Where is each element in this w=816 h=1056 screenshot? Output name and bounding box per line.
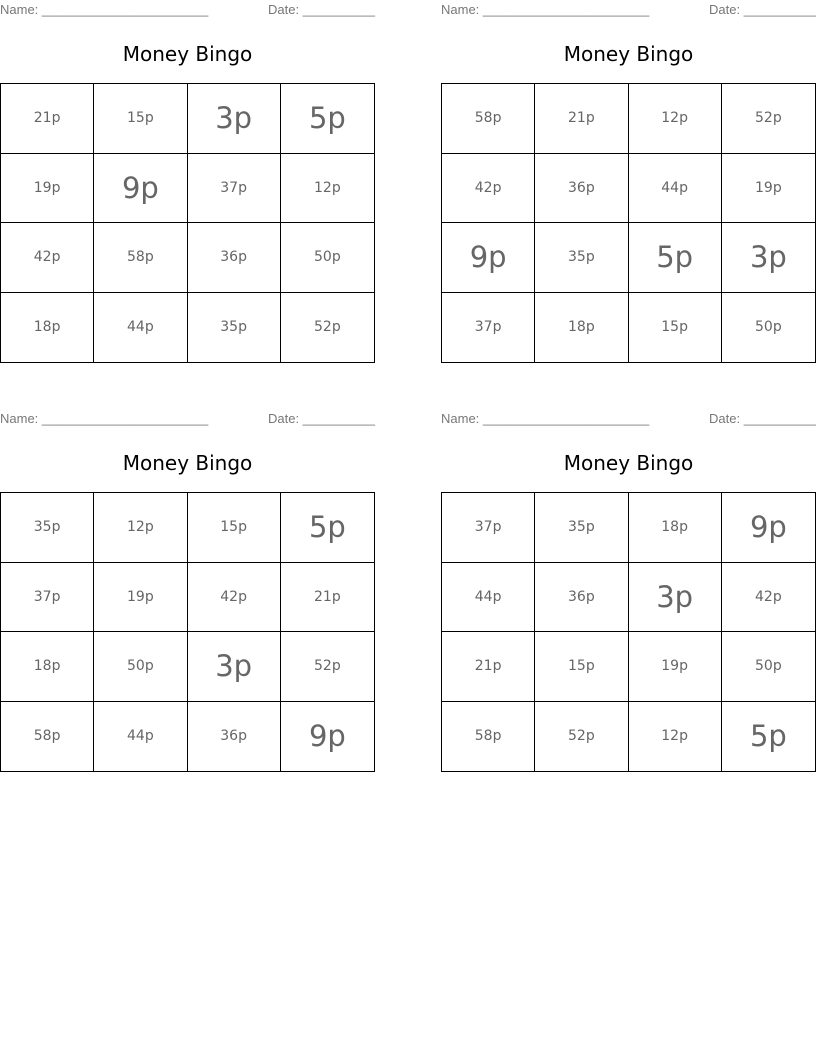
bingo-cell: 50p — [722, 632, 815, 702]
bingo-cell: 19p — [1, 154, 94, 224]
date-field: Date: __________ — [268, 411, 375, 426]
bingo-card — [441, 0, 816, 364]
card-header — [0, 2, 375, 20]
bingo-cell: 42p — [1, 223, 94, 293]
bingo-cell: 50p — [755, 319, 782, 336]
bingo-card — [0, 409, 375, 773]
bingo-cell: 37p — [188, 154, 281, 224]
bingo-cell: 19p — [94, 563, 187, 633]
bingo-grid — [0, 492, 375, 772]
bingo-cell: 18p — [535, 293, 628, 363]
bingo-cell: 9p — [308, 719, 346, 754]
bingo-grid — [441, 83, 816, 363]
bingo-cell: 18p — [1, 632, 94, 702]
bingo-cell: 36p — [535, 154, 628, 224]
bingo-cell: 42p — [722, 563, 815, 633]
name-field: Name: _______________________ — [441, 2, 650, 17]
bingo-card — [441, 409, 816, 773]
name-field: Name: _______________________ — [0, 2, 209, 17]
date-field: Date: __________ — [709, 411, 816, 426]
bingo-cell: 12p — [629, 702, 722, 772]
bingo-cell: 19p — [722, 154, 815, 224]
bingo-cell: 12p — [94, 493, 187, 563]
bingo-cell: 18p — [1, 293, 94, 363]
bingo-cell: 37p — [1, 563, 94, 633]
bingo-cell: 5p — [629, 223, 722, 293]
bingo-cell: 19p — [629, 632, 722, 702]
card-header — [441, 2, 816, 20]
bingo-cell: 5p — [281, 84, 374, 154]
bingo-grid — [441, 492, 816, 772]
bingo-cell: 35p — [535, 223, 628, 293]
bingo-cell: 37p — [442, 493, 535, 563]
bingo-cell: 52p — [314, 319, 341, 336]
card-title: Money Bingo — [122, 42, 253, 66]
bingo-cell: 21p — [1, 84, 94, 154]
bingo-cell: 15p — [535, 632, 628, 702]
bingo-cell: 3p — [722, 223, 815, 293]
bingo-cell: 9p — [442, 223, 535, 293]
bingo-cell: 50p — [94, 632, 187, 702]
bingo-cell: 50p — [281, 223, 374, 293]
bingo-cell: 21p — [281, 563, 374, 633]
bingo-cell: 52p — [722, 84, 815, 154]
bingo-cell: 15p — [188, 493, 281, 563]
bingo-cell: 5p — [281, 493, 374, 563]
bingo-cell: 52p — [281, 632, 374, 702]
name-field: Name: _______________________ — [0, 411, 209, 426]
bingo-cell: 15p — [94, 84, 187, 154]
bingo-cell: 15p — [629, 293, 722, 363]
card-title: Money Bingo — [563, 42, 694, 66]
bingo-cell: 42p — [442, 154, 535, 224]
bingo-card — [0, 0, 375, 364]
card-header — [441, 411, 816, 429]
bingo-cell: 35p — [535, 493, 628, 563]
card-title: Money Bingo — [563, 451, 694, 475]
bingo-cell: 3p — [188, 632, 281, 702]
bingo-cell: 35p — [188, 293, 281, 363]
bingo-cell: 5p — [749, 719, 787, 754]
bingo-cell: 44p — [629, 154, 722, 224]
bingo-cell: 9p — [94, 154, 187, 224]
bingo-cell: 58p — [442, 702, 535, 772]
bingo-cell: 36p — [535, 563, 628, 633]
bingo-cell: 21p — [442, 632, 535, 702]
bingo-cell: 3p — [188, 84, 281, 154]
bingo-cell: 44p — [442, 563, 535, 633]
card-header — [0, 411, 375, 429]
bingo-cell: 18p — [629, 493, 722, 563]
bingo-cell: 12p — [281, 154, 374, 224]
bingo-cell: 21p — [535, 84, 628, 154]
bingo-cell: 58p — [1, 702, 94, 772]
name-field: Name: _______________________ — [441, 411, 650, 426]
bingo-cell: 58p — [94, 223, 187, 293]
bingo-cell: 44p — [94, 702, 187, 772]
bingo-cell: 42p — [188, 563, 281, 633]
bingo-cell: 36p — [188, 702, 281, 772]
bingo-cell: 35p — [1, 493, 94, 563]
card-title: Money Bingo — [122, 451, 253, 475]
date-field: Date: __________ — [709, 2, 816, 17]
bingo-cell: 9p — [722, 493, 815, 563]
bingo-cell: 58p — [442, 84, 535, 154]
bingo-cell: 36p — [188, 223, 281, 293]
date-field: Date: __________ — [268, 2, 375, 17]
bingo-cell: 3p — [629, 563, 722, 633]
bingo-cell: 37p — [442, 293, 535, 363]
bingo-cell: 44p — [94, 293, 187, 363]
bingo-cell: 52p — [535, 702, 628, 772]
bingo-grid — [0, 83, 375, 363]
bingo-cell: 12p — [629, 84, 722, 154]
